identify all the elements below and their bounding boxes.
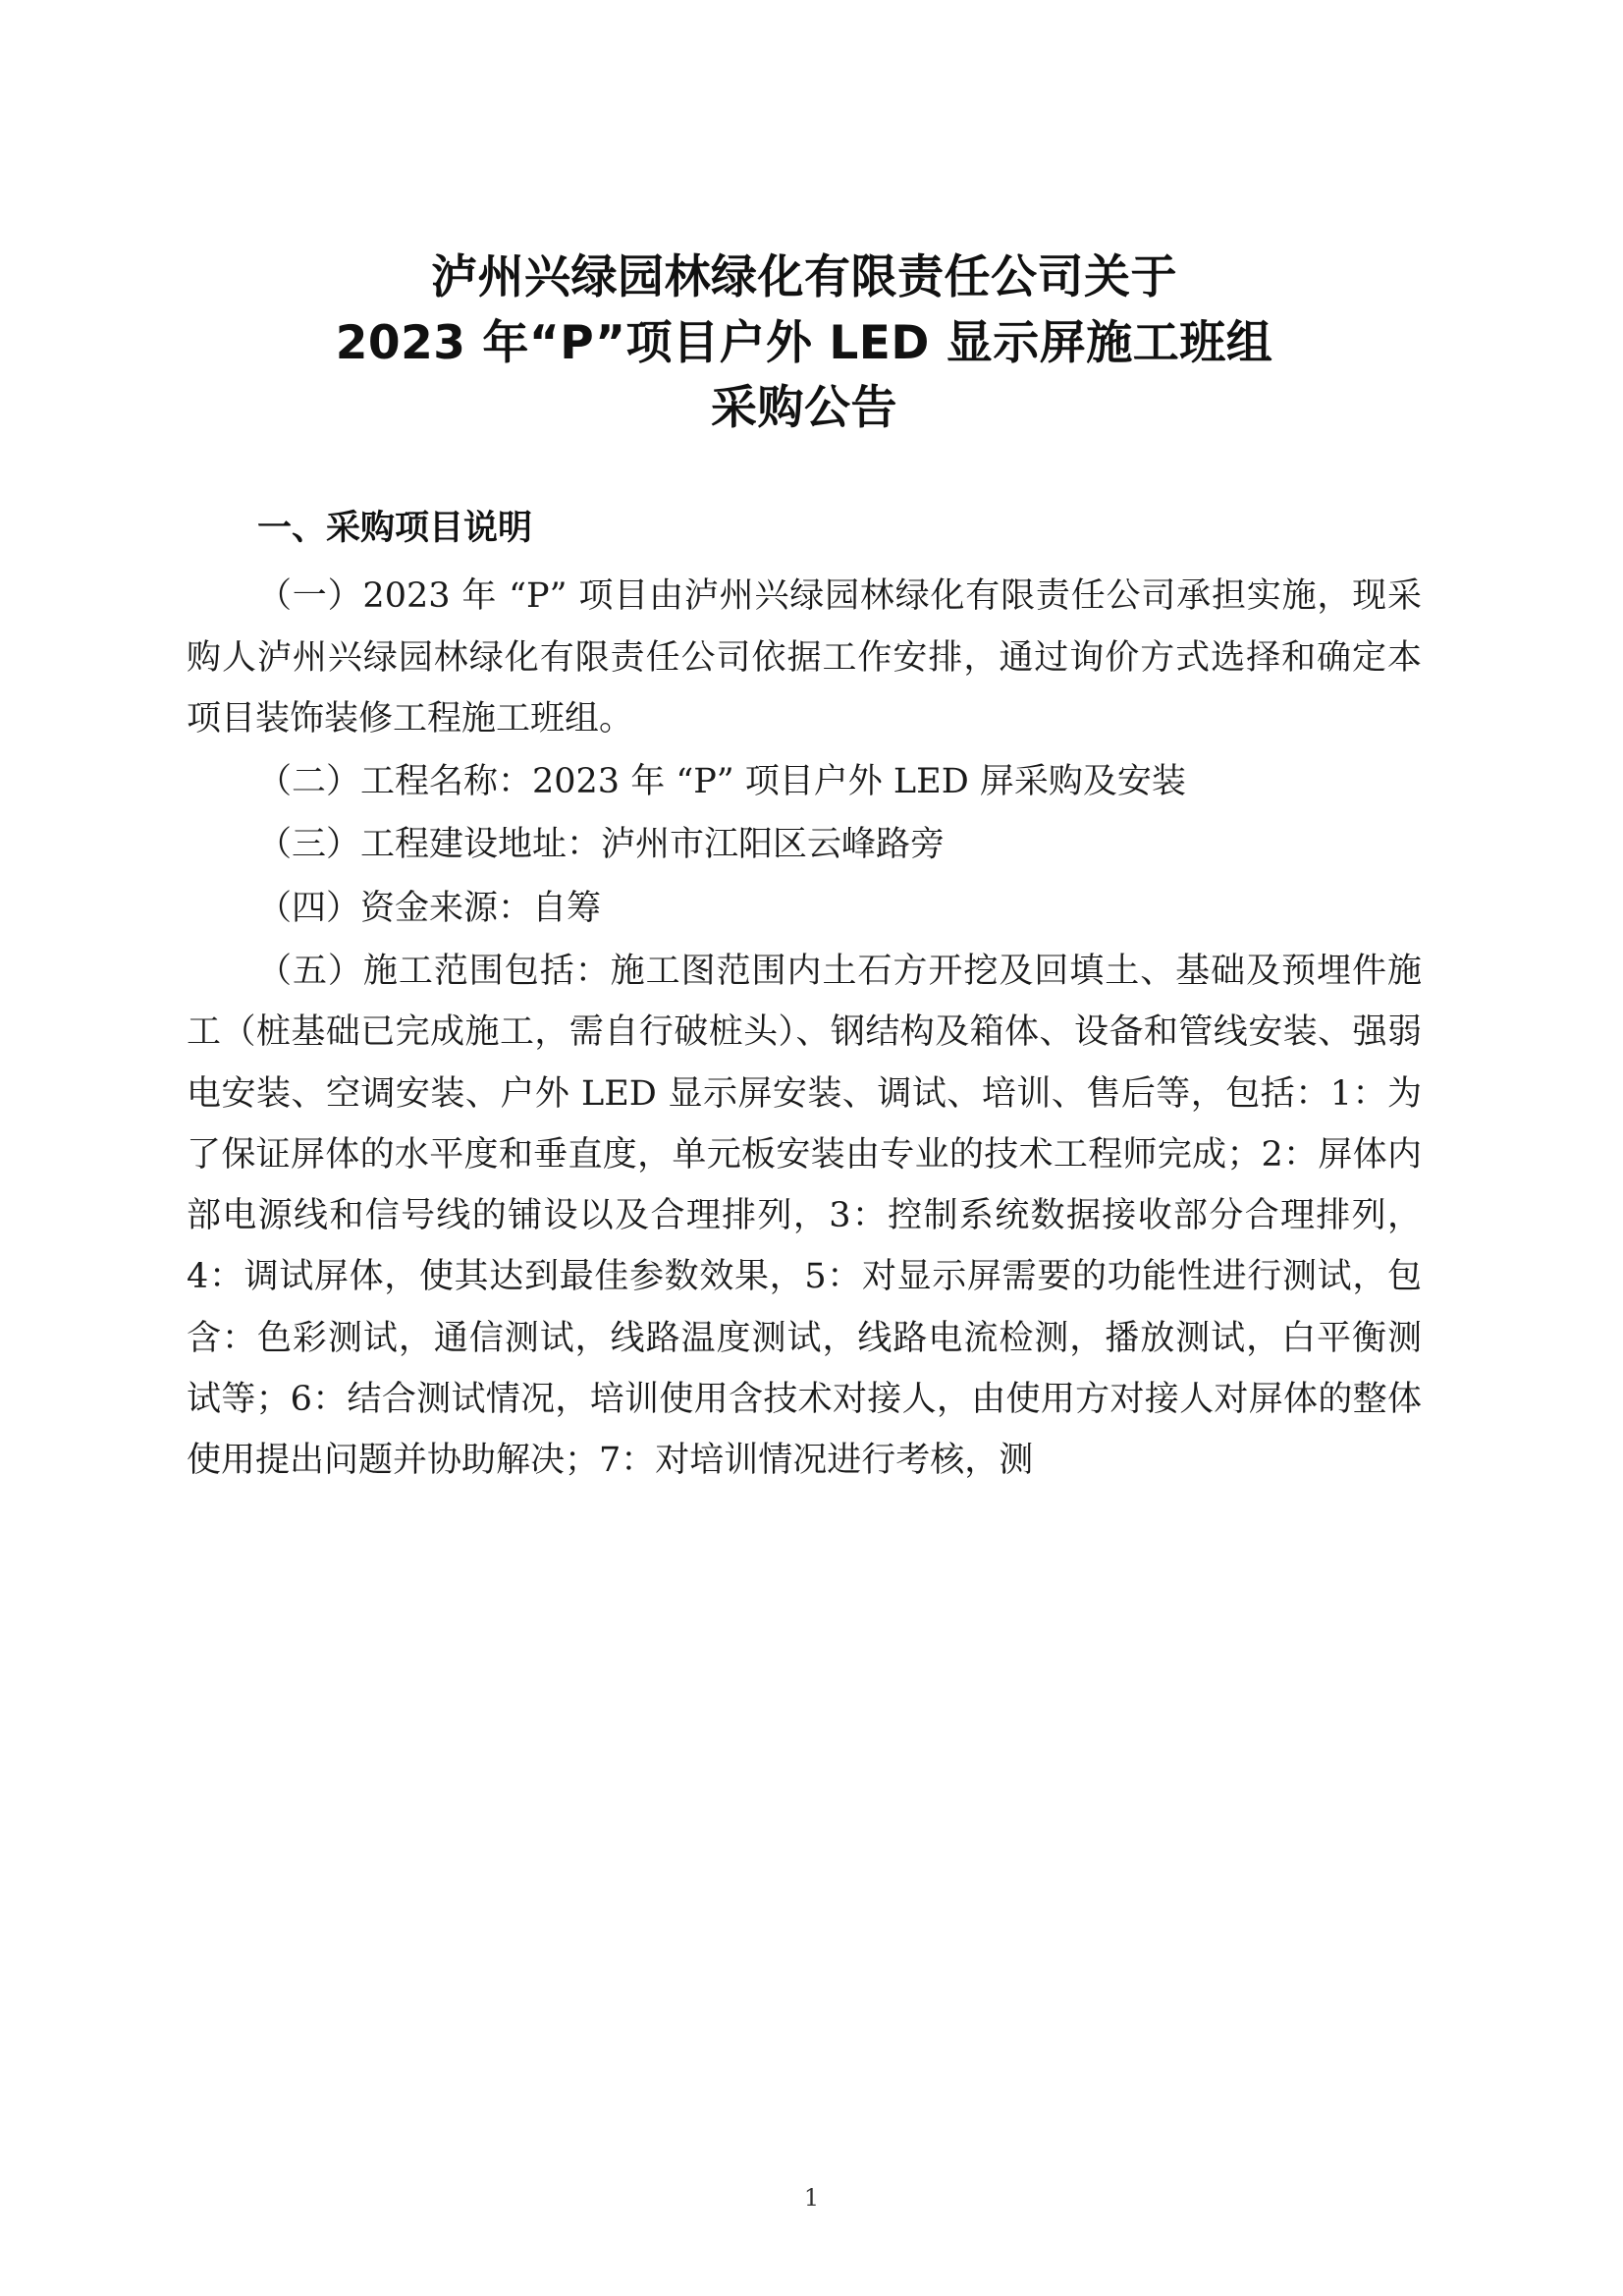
paragraph-3: （三）工程建设地址：泸州市江阳区云峰路旁 [257, 825, 946, 865]
section-heading: 一、采购项目说明 [257, 509, 533, 549]
page-title [187, 246, 1422, 442]
paragraph-1: （一）2023 年 “P” 项目由泸州兴绿园林绿化有限责任公司承担实施，现采购人泸州兴绿园林绿化有限责任公司依据工作安排，通过询价方式选择和确定本项目装饰装修工程施工班组。 [187, 576, 1422, 738]
title-line-2: 2023 年“P”项目户外 LED 显示屏施工班组 [335, 315, 1273, 370]
paragraph-2: （二）工程名称：2023 年 “P” 项目户外 LED 屏采购及安装 [257, 762, 1186, 802]
page-number: 1 [803, 2184, 820, 2212]
title-line-3: 采购公告 [711, 381, 897, 436]
paragraph-4: （四）资金来源：自筹 [257, 888, 602, 928]
paragraph-5: （五）施工范围包括：施工图范围内土石方开挖及回填土、基础及预埋件施工（桩基础已完成施工，需自行破桩头）、钢结构及箱体、设备和管线安装、强弱电安装、空调安装、户外 LED 显示屏安装、调试、培训、售后等，包括：1：为了保证屏体的水平度和垂直度，单元板安装由专业的技术工程师完成；2：屏体内部电源线和信号线的铺设以及合理排列，3：控制系统数据接收部分合理排列，4：调试屏体，使其达到最佳参数效果，5：对显示屏需要的功能性进行测试，包含：色彩测试，通信测试，线路温度测试，线路电流检测，播放测试，白平衡测试等；6：结合测试情况，培训使用含技术对接人，由使用方对接人对屏体的整体使用提出问题并协助解决；7：对培训情况进行考核，测 [187, 951, 1422, 1481]
title-line-1: 泸州兴绿园林绿化有限责任公司关于 [431, 250, 1177, 304]
